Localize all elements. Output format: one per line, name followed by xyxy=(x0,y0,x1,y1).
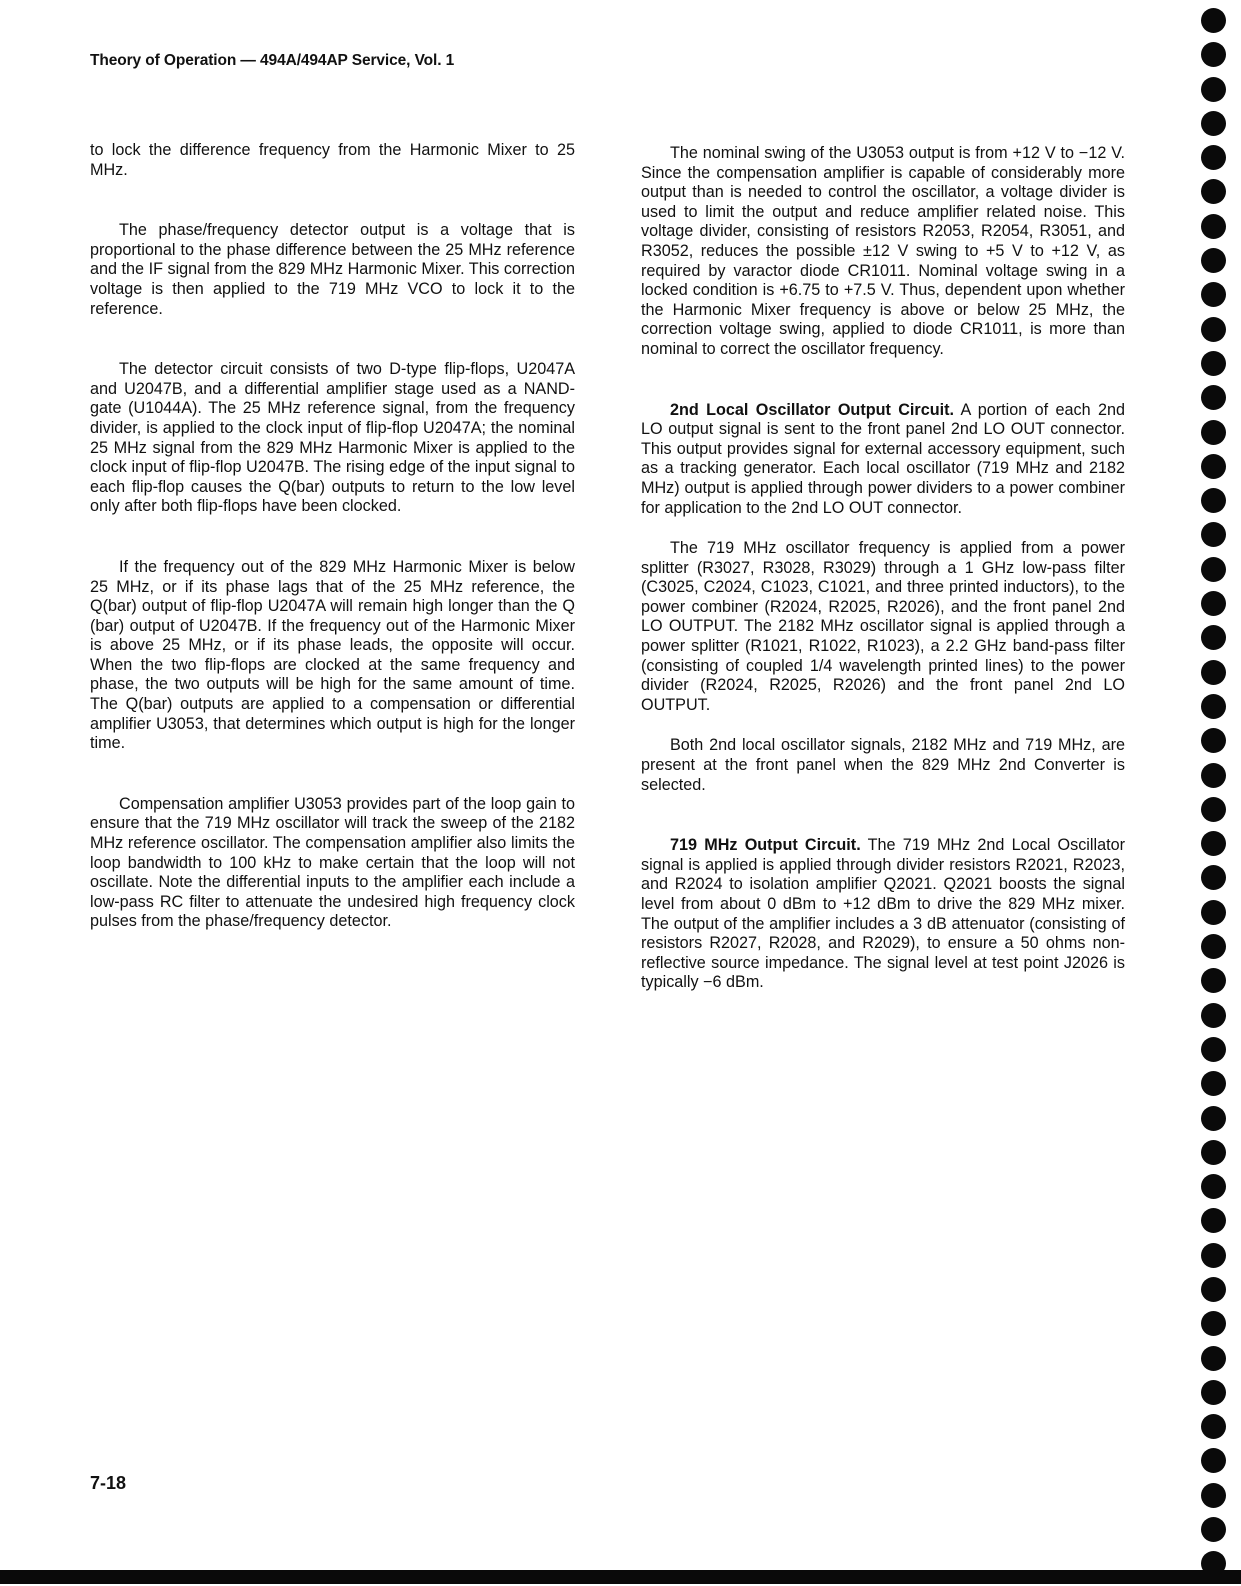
binder-holes xyxy=(1199,8,1227,1586)
binder-hole xyxy=(1201,763,1226,788)
binder-hole xyxy=(1201,1140,1226,1165)
binder-hole xyxy=(1201,8,1226,33)
binder-hole xyxy=(1201,1208,1226,1233)
binder-hole xyxy=(1201,42,1226,67)
binder-hole xyxy=(1201,1346,1226,1371)
binder-hole xyxy=(1201,797,1226,822)
paragraph: The phase/frequency detector output is a voltage that is proportional to the phase difference between the 25 MHz reference and the IF signal from the 829 MHz Harmonic Mixer. This correction voltage is then applied to the 719 MHz VCO to lock it to the reference. xyxy=(90,221,575,318)
binder-hole xyxy=(1201,865,1226,890)
binder-hole xyxy=(1201,385,1226,410)
binder-hole xyxy=(1201,1071,1226,1096)
binder-hole xyxy=(1201,934,1226,959)
binder-hole xyxy=(1201,1277,1226,1302)
running-header: Theory of Operation — 494A/494AP Service, Vol. 1 xyxy=(90,52,455,69)
binder-hole xyxy=(1201,694,1226,719)
binder-hole xyxy=(1201,728,1226,753)
binder-hole xyxy=(1201,557,1226,582)
binder-hole xyxy=(1201,1380,1226,1405)
binder-hole xyxy=(1201,351,1226,376)
paragraph-body: A portion of each 2nd LO output signal is sent to the front panel 2nd LO OUT connector. This output provides signal for external accessory equipment, such as a tracking generator. Each local oscillator (719 MHz and 2182 MHz) output is applied through power dividers to a power combiner for application to the 2nd LO OUT connector. xyxy=(641,400,1125,517)
binder-hole xyxy=(1201,111,1226,136)
left-column xyxy=(90,141,575,932)
binder-hole xyxy=(1201,282,1226,307)
paragraph: The nominal swing of the U3053 output is from +12 V to −12 V. Since the compensation amplifier is capable of considerably more output than is needed to control the oscillator, a voltage divider is used to limit the output and reduce amplifier related noise. This voltage divider, consisting of resistors R2053, R2054, R3051, and R3052, reduces the possible ±12 V swing to +5 V to +12 V, as required by varactor diode CR1011. Nominal voltage swing in a locked condition is +6.75 to +7.5 V. Thus, dependent upon whether the Harmonic Mixer frequency is above or below 25 MHz, the correction voltage swing, applied to diode CR1011, is more than nominal to correct the oscillator frequency. xyxy=(641,144,1125,358)
binder-hole xyxy=(1201,831,1226,856)
binder-hole xyxy=(1201,179,1226,204)
right-column xyxy=(641,144,1125,993)
page-number: 7-18 xyxy=(90,1473,127,1493)
binder-hole xyxy=(1201,968,1226,993)
paragraph: Both 2nd local oscillator signals, 2182 MHz and 719 MHz, are present at the front panel when the 829 MHz 2nd Converter is selected. xyxy=(641,736,1125,794)
binder-hole xyxy=(1201,1483,1226,1508)
binder-hole xyxy=(1201,1106,1226,1131)
binder-hole xyxy=(1201,77,1226,102)
paragraph: The 719 MHz oscillator frequency is applied from a power splitter (R3027, R3028, R3029) through a 1 GHz low-pass filter (C3025, C2024, C1023, C1021, and three printed inductors), to the power combiner (R2024, R2025, R2026), and the front panel 2nd LO OUTPUT. The 2182 MHz oscillator signal is applied through a power splitter (R1021, R1022, R1023), a 2.2 GHz band-pass filter (consisting of coupled 1/4 wavelength printed lines) to the power divider (R2024, R2025, R2026) and the front panel 2nd LO OUTPUT. xyxy=(641,539,1125,714)
binder-hole xyxy=(1201,248,1226,273)
binder-hole xyxy=(1201,454,1226,479)
binder-hole xyxy=(1201,214,1226,239)
paragraph-body: The 719 MHz 2nd Local Oscillator signal is applied is applied through divider resistors R2021, R2023, and R2024 to isolation amplifier Q2021. Q2021 boosts the signal level from about 0 dBm to +12 dBm to drive the 829 MHz mixer. The output of the amplifier includes a 3 dB attenuator (consisting of resistors R2027, R2028, and R2029), to ensure a 50 ohms non-reflective source impedance. The signal level at test point J2026 is typically −6 dBm. xyxy=(641,836,1125,992)
paragraph xyxy=(641,401,1125,519)
binder-hole xyxy=(1201,1003,1226,1028)
binder-hole xyxy=(1201,488,1226,513)
binder-hole xyxy=(1201,660,1226,685)
binder-hole xyxy=(1201,522,1226,547)
paragraph: to lock the difference frequency from the Harmonic Mixer to 25 MHz. xyxy=(90,141,575,179)
paragraph: The detector circuit consists of two D-type flip-flops, U2047A and U2047B, and a differential amplifier stage used as a NAND-gate (U1044A). The 25 MHz reference signal, from the frequency divider, is applied to the clock input of flip-flop U2047A; the nominal 25 MHz signal from the 829 MHz Harmonic Mixer is applied to the clock input of flip-flop U2047B. The rising edge of the input signal to each flip-flop causes the Q(bar) outputs to return to the low level only after both flip-flops have been clocked. xyxy=(90,360,575,516)
binder-hole xyxy=(1201,1243,1226,1268)
binder-hole xyxy=(1201,1448,1226,1473)
binder-hole xyxy=(1201,591,1226,616)
binder-hole xyxy=(1201,1517,1226,1542)
paragraph: Compensation amplifier U3053 provides part of the loop gain to ensure that the 719 MHz oscillator will track the sweep of the 2182 MHz reference oscillator. The compensation amplifier also limits the loop bandwidth to 100 kHz to make certain that the loop will not oscillate. Note the differential inputs to the amplifier each include a low-pass RC filter to attenuate the undesired high frequency clock pulses from the phase/frequency detector. xyxy=(90,794,575,931)
binder-hole xyxy=(1201,1037,1226,1062)
binder-hole xyxy=(1201,900,1226,925)
binder-hole xyxy=(1201,1414,1226,1439)
scan-border xyxy=(0,1570,1241,1584)
binder-hole xyxy=(1201,317,1226,342)
binder-hole xyxy=(1201,420,1226,445)
section-heading: 2nd Local Oscillator Output Circuit. xyxy=(670,400,955,419)
section-heading: 719 MHz Output Circuit. xyxy=(670,836,861,855)
paragraph xyxy=(641,836,1125,993)
binder-hole xyxy=(1201,1311,1226,1336)
paragraph: If the frequency out of the 829 MHz Harmonic Mixer is below 25 MHz, or if its phase lags that of the 25 MHz reference, the Q(bar) output of flip-flop U2047A will remain high longer than the Q (bar) output of U2047B. If the frequency out of the Harmonic Mixer is above 25 MHz, or if its phase leads, the opposite will occur. When the two flip-flops are clocked at the same frequency and phase, the two outputs will be high for the same amount of time. The Q(bar) outputs are applied to a compensation or differential amplifier U3053, that determines which output is high for the longer time. xyxy=(90,557,575,753)
binder-hole xyxy=(1201,1174,1226,1199)
binder-hole xyxy=(1201,625,1226,650)
binder-hole xyxy=(1201,145,1226,170)
